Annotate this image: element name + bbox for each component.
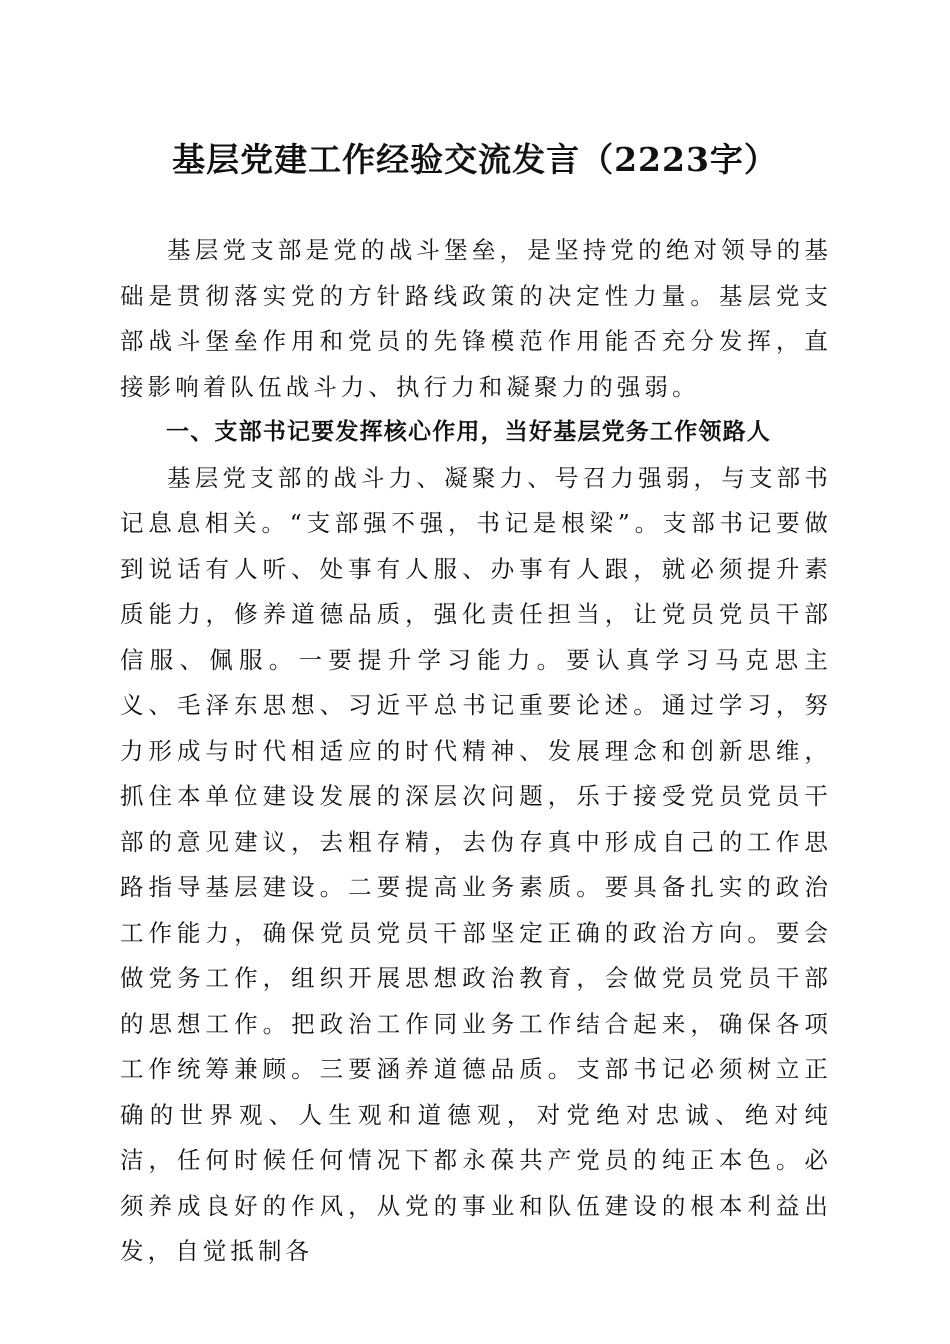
document-body [120, 228, 832, 1275]
intro-paragraph: 基层党支部是党的战斗堡垒，是坚持党的绝对领导的基础是贯彻落实党的方针路线政策的决定性力量。基层党支部战斗堡垒作用和党员的先锋模范作用能否充分发挥，直接影响着队伍战斗力、执行力和凝聚力的强弱。 [120, 236, 832, 401]
document-title: 基层党建工作经验交流发言（2223字） [172, 140, 778, 179]
section-1-paragraph: 基层党支部的战斗力、凝聚力、号召力强弱，与支部书记息息相关。“支部强不强，书记是根梁”。支部书记要做到说话有人听、处事有人服、办事有人跟，就必须提升素质能力，修养道德品质，强化责任担当，让党员党员干部信服、佩服。一要提升学习能力。要认真学习马克思主义、毛泽东思想、习近平总书记重要论述。通过学习，努力形成与时代相适应的时代精神、发展理念和创新思维，抓住本单位建设发展的深层次问题，乐于接受党员党员干部的意见建议，去粗存精，去伪存真中形成自己的工作思路指导基层建设。二要提高业务素质。要具备扎实的政治工作能力，确保党员党员干部坚定正确的政治方向。要会做党务工作，组织开展思想政治教育，会做党员党员干部的思想工作。把政治工作同业务工作结合起来，确保各项工作统筹兼顾。三要涵养道德品质。支部书记必须树立正确的世界观、人生观和道德观，对党绝对忠诚、绝对纯洁，任何时候任何情况下都永葆共产党员的纯正本色。必须养成良好的作风，从党的事业和队伍建设的根本利益出发，自觉抵制各 [120, 463, 832, 1265]
section-heading-1: 一、支部书记要发挥核心作用，当好基层党务工作领路人 [166, 419, 771, 445]
